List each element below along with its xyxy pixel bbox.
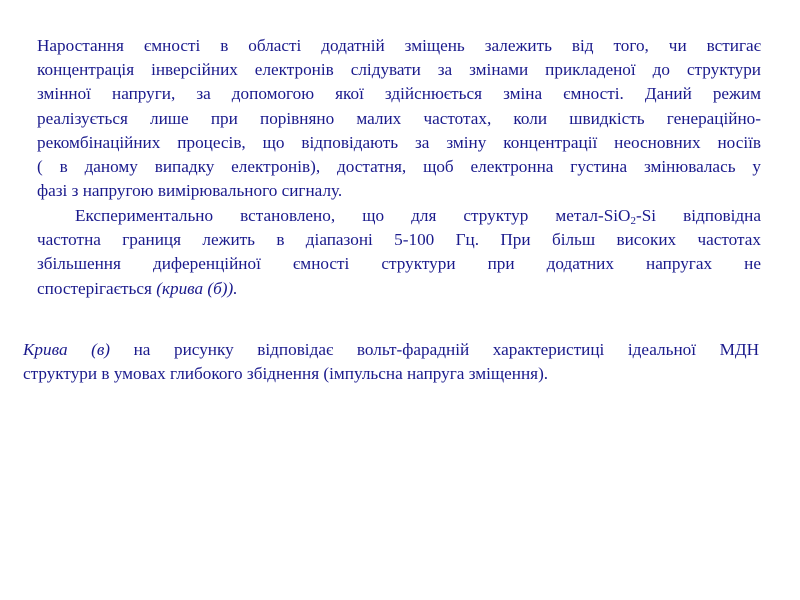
text-line: структури в умовах глибокого збіднення (імпульсна напруга зміщення). bbox=[23, 364, 549, 384]
text-line: збільшення диференційної ємності структури при додатних напругах не bbox=[37, 254, 761, 274]
curve-b-reference: (крива (б)). bbox=[156, 278, 238, 298]
text-line bbox=[37, 204, 761, 228]
paragraph-experimental-frequency bbox=[37, 204, 761, 301]
paragraph-capacitance-growth bbox=[37, 34, 761, 203]
text-fragment: на рисунку відповідає вольт-фарадній характеристиці ідеальної МДН bbox=[110, 340, 760, 359]
curve-c-reference: Крива (в) bbox=[23, 340, 111, 359]
text-fragment: -Si відповідна bbox=[635, 206, 761, 225]
text-line bbox=[37, 277, 761, 301]
text-line: рекомбінаційних процесів, що відповідають за зміну концентрації неосновних носіїв bbox=[37, 132, 761, 152]
text-fragment: Експериментально встановлено, що для структур метал-SiO bbox=[75, 206, 631, 225]
text-line bbox=[23, 338, 759, 362]
text-line: концентрація інверсійних електронів слідувати за змінами прикладеної до структури bbox=[37, 60, 761, 80]
paragraph-curve-c bbox=[23, 338, 759, 386]
subscript-2: 2 bbox=[630, 215, 636, 227]
text-line: реалізується лише при порівняно малих частотах, коли швидкість генераційно- bbox=[37, 108, 761, 128]
text-line: частотна границя лежить в діапазоні 5-100 Гц. При більш високих частотах bbox=[37, 230, 761, 250]
text-line: змінної напруги, за допомогою якої здійснюється зміна ємності. Даний режим bbox=[37, 84, 761, 104]
text-fragment: спостерігається bbox=[37, 278, 157, 298]
text-line: Наростання ємності в області додатній зміщень залежить від того, чи встигає bbox=[37, 36, 761, 55]
text-line: фазі з напругою вимірювального сигналу. bbox=[37, 181, 343, 201]
text-line: ( в даному випадку електронів), достатня, щоб електронна густина змінювалась у bbox=[37, 157, 761, 177]
